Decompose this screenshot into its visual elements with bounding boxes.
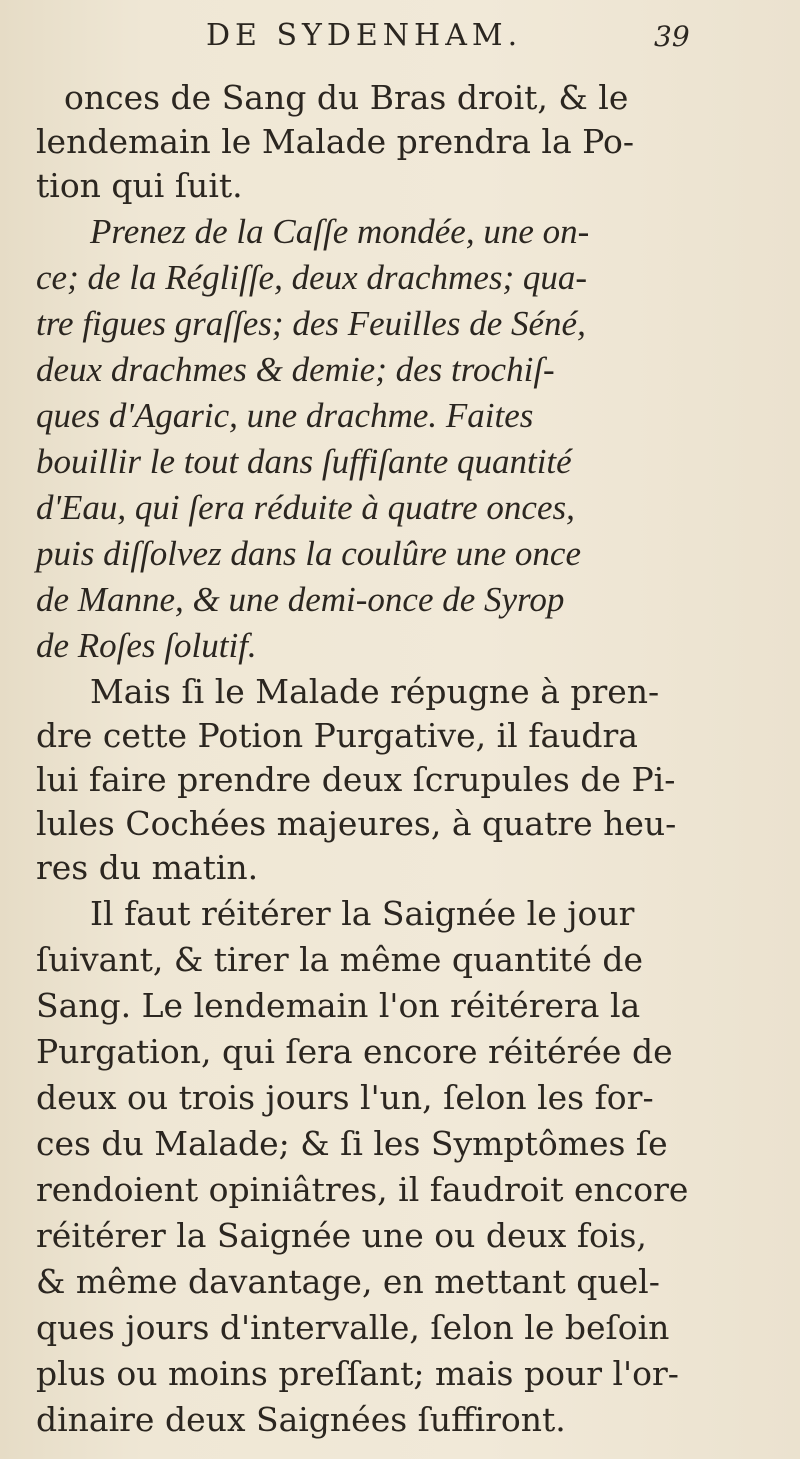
text-line: lendemain le Malade prendra la Po- bbox=[36, 122, 635, 161]
text-line: bouillir le tout dans ſuffiſante quantité bbox=[36, 442, 572, 481]
text-line: puis diſſolvez dans la coulûre une once bbox=[36, 534, 581, 573]
text-line: onces de Sang du Bras droit, & le bbox=[64, 78, 629, 117]
text-line: rendoient opiniâtres, il faudroit encore bbox=[36, 1170, 689, 1209]
text-line: lui faire prendre deux ſcrupules de Pi- bbox=[36, 760, 676, 799]
text-line: deux drachmes & demie; des trochiſ- bbox=[36, 350, 555, 389]
text-line: ſuivant, & tirer la même quantité de bbox=[36, 940, 643, 979]
text-line: tre figues graſſes; des Feuilles de Séné, bbox=[36, 304, 586, 343]
text-line: dre cette Potion Purgative, il faudra bbox=[36, 716, 638, 755]
text-line: Sang. Le lendemain l'on réitérera la bbox=[36, 986, 641, 1025]
page-header bbox=[0, 18, 800, 58]
text-line: ces du Malade; & ſi les Symptômes ſe bbox=[36, 1124, 668, 1163]
text-line: Prenez de la Caſſe mondée, une on- bbox=[90, 212, 590, 251]
text-line: ques jours d'intervalle, ſelon le beſoin bbox=[36, 1308, 670, 1347]
text-line: tion qui ſuit. bbox=[36, 166, 243, 205]
text-line: ques d'Agaric, une drachme. Faites bbox=[36, 396, 534, 435]
text-line: de Roſes ſolutif. bbox=[36, 626, 257, 665]
text-line: de Manne, & une demi-once de Syrop bbox=[36, 580, 565, 619]
text-line: deux ou trois jours l'un, ſelon les for- bbox=[36, 1078, 654, 1117]
text-line: ce; de la Régliſſe, deux drachmes; qua- bbox=[36, 258, 588, 297]
text-line: Il faut réitérer la Saignée le jour bbox=[90, 894, 635, 933]
text-line: dinaire deux Saignées ſuffiront. bbox=[36, 1400, 566, 1439]
text-line: d'Eau, qui ſera réduite à quatre onces, bbox=[36, 488, 575, 527]
text-line: & même davantage, en mettant quel- bbox=[36, 1262, 660, 1301]
text-line: lules Cochées majeures, à quatre heu- bbox=[36, 804, 677, 843]
text-line: Mais ſi le Malade répugne à pren- bbox=[90, 672, 660, 711]
text-line: réitérer la Saignée une ou deux fois, bbox=[36, 1216, 647, 1255]
running-head: DE SYDENHAM. bbox=[206, 18, 523, 53]
text-line: Purgation, qui ſera encore réitérée de bbox=[36, 1032, 673, 1071]
text-line: plus ou moins preſſant; mais pour l'or- bbox=[36, 1354, 679, 1393]
text-line: res du matin. bbox=[36, 848, 259, 887]
page-number: 39 bbox=[654, 20, 690, 53]
